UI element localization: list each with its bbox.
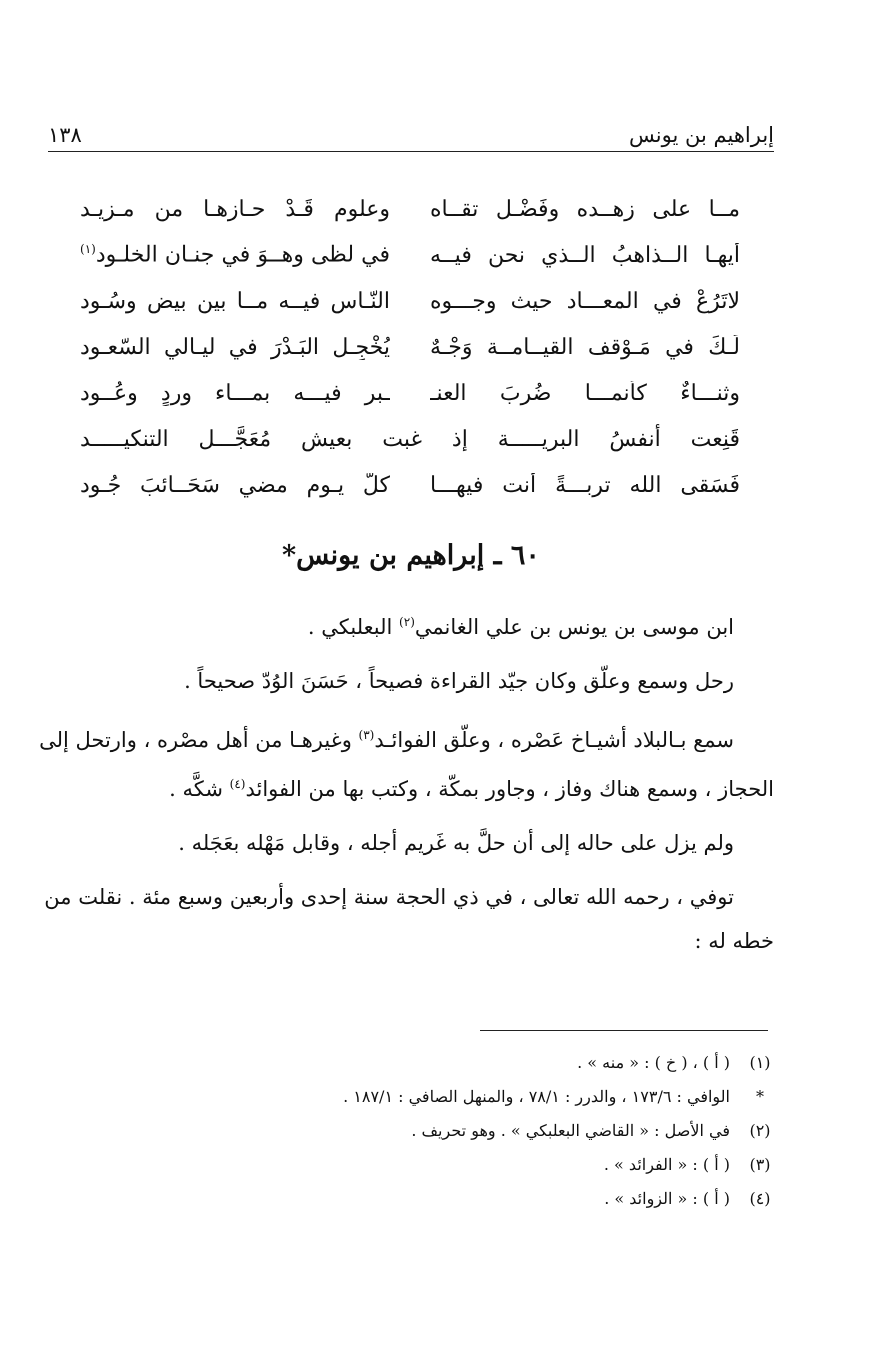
footnotes [160, 1046, 780, 1216]
verse-left-hemistich [80, 242, 390, 267]
biography-title: ٦٠ ـ إبراهيم بن يونس* [282, 540, 540, 571]
verse [80, 370, 740, 416]
study-text: سمع بـالبلاد أشيـاخ عَصْره ، وعلّق الفوائـد [374, 728, 734, 752]
footnote-mark: * [756, 1087, 764, 1106]
footnote-item [160, 1080, 780, 1114]
verse-left-hemistich: وعلومٍ قَـدْ حـازهـا من مـزيـد [80, 196, 390, 222]
footnote-text: ( أ ) ، ( خ ) : « منه » . [577, 1053, 730, 1072]
verse-right-hemistich: أيهـا الــذاهبُ الــذي نحن فيــه [430, 242, 740, 268]
footnote-mark: (٢) [749, 1121, 771, 1140]
lineage-text: ابن موسى بن يونس بن علي الغانمي [414, 615, 734, 639]
footnote-ref[interactable]: (٣) [358, 728, 375, 742]
footnote-text: ( أ ) : « الزوائد » . [604, 1189, 730, 1208]
footnote-divider [480, 1030, 768, 1031]
verse-right-hemistich: فَسَقى الله تربـــةً أنت فيهـــا [430, 472, 740, 498]
running-title: إبراهيم بن يونس [629, 123, 774, 147]
verse-left-hemistich: يُخْجِـل البَـدْرَ في ليـالي السّعـود [80, 334, 390, 360]
verse [80, 232, 740, 278]
poem [80, 186, 740, 508]
death-line-1: توفي ، رحمه الله تعالى ، في ذي الحجة سنة إحدى وأربعين وسبع مئة . نقلت من [44, 885, 734, 909]
study-line-1 [39, 713, 774, 762]
verse-right-hemistich: لاتَرُعْ في المعـــاد حيث وجـــوه [430, 288, 740, 314]
footnote-text: الوافي : ١٧٣/٦ ، والدرر : ٧٨/١ ، والمنهل الصافي : ١٨٧/١ . [343, 1087, 730, 1106]
footnote-mark: (٣) [749, 1155, 771, 1174]
paragraph-lineage [48, 600, 774, 649]
verse-right-hemistich: وثنـــاءٌ كأنمـــا ضُربَ العنـ [430, 380, 740, 406]
study-text: شكَّه . [169, 777, 230, 801]
footnote-text: ( أ ) : « الفرائد » . [603, 1155, 730, 1174]
verse-left-hemistich: كلَّ يـوم مضي سَحَــائبَ جُـود [80, 472, 390, 498]
verse-right-hemistich: مــا على زهــده وفَضْـل تقــاه [430, 196, 740, 222]
footnote-ref[interactable]: (٤) [229, 777, 246, 791]
study-text: الحجاز ، وسمع هناك وفاز ، وجاور بمكّة ، وكتب بها من الفوائد [245, 777, 774, 801]
verse [80, 278, 740, 324]
study-line-2 [48, 762, 774, 811]
footnote-text: في الأصل : « القاضي البعلبكي » . وهو تحريف . [411, 1121, 730, 1140]
verse-left-text: في لظى وهــوَ في جنـان الخلـود [95, 242, 390, 268]
biography-text [39, 600, 774, 973]
page-header [48, 112, 774, 152]
verse [80, 324, 740, 370]
study-text: وغيرهـا من أهل مصْره ، وارتحل إلى [39, 728, 359, 752]
verse-right-hemistich: لَـكَ في مَـوْقف القيــامــة وَجْـهٌ [430, 334, 740, 360]
verse [80, 462, 740, 508]
page-number: ١٣٨ [48, 123, 82, 147]
footnote-ref[interactable]: (١) [80, 242, 96, 257]
footnote-item [160, 1182, 780, 1216]
footnote-mark: (١) [749, 1053, 771, 1072]
paragraph-death [44, 875, 774, 963]
paragraph-travel: رحل وسمع وعلّق وكان جيّد القراءة فصيحاً ، حَسَنَ الوُدّ صحيحاً . [184, 669, 734, 693]
death-line-2: خطه له : [694, 929, 774, 953]
paragraph-study [39, 713, 774, 811]
footnote-item [160, 1148, 780, 1182]
footnote-mark: (٤) [749, 1189, 771, 1208]
footnote-ref[interactable]: (٢) [399, 615, 415, 629]
footnote-item [160, 1046, 780, 1080]
footnote-item [160, 1114, 780, 1148]
paragraph-life: ولم يزل على حاله إلى أن حلَّ به غَريم أجله ، وقابل مَهْله بعَجَله . [178, 831, 734, 855]
verse-left-hemistich: النّـاس فيــه مــا بين بيض وسُـود [80, 288, 390, 314]
verse [80, 186, 740, 232]
lineage-text-end: البعلبكي . [307, 615, 400, 639]
verse-full-line [80, 416, 740, 462]
verse-full-text: قَنِعت أنفسُ البريـــــة إذ غبت بعيش مُعَجَّـــل التنكيـــــد [80, 426, 740, 452]
verse-left-hemistich: ـبر فيـــه بمـــاء وردٍ وعُــود [80, 380, 390, 406]
